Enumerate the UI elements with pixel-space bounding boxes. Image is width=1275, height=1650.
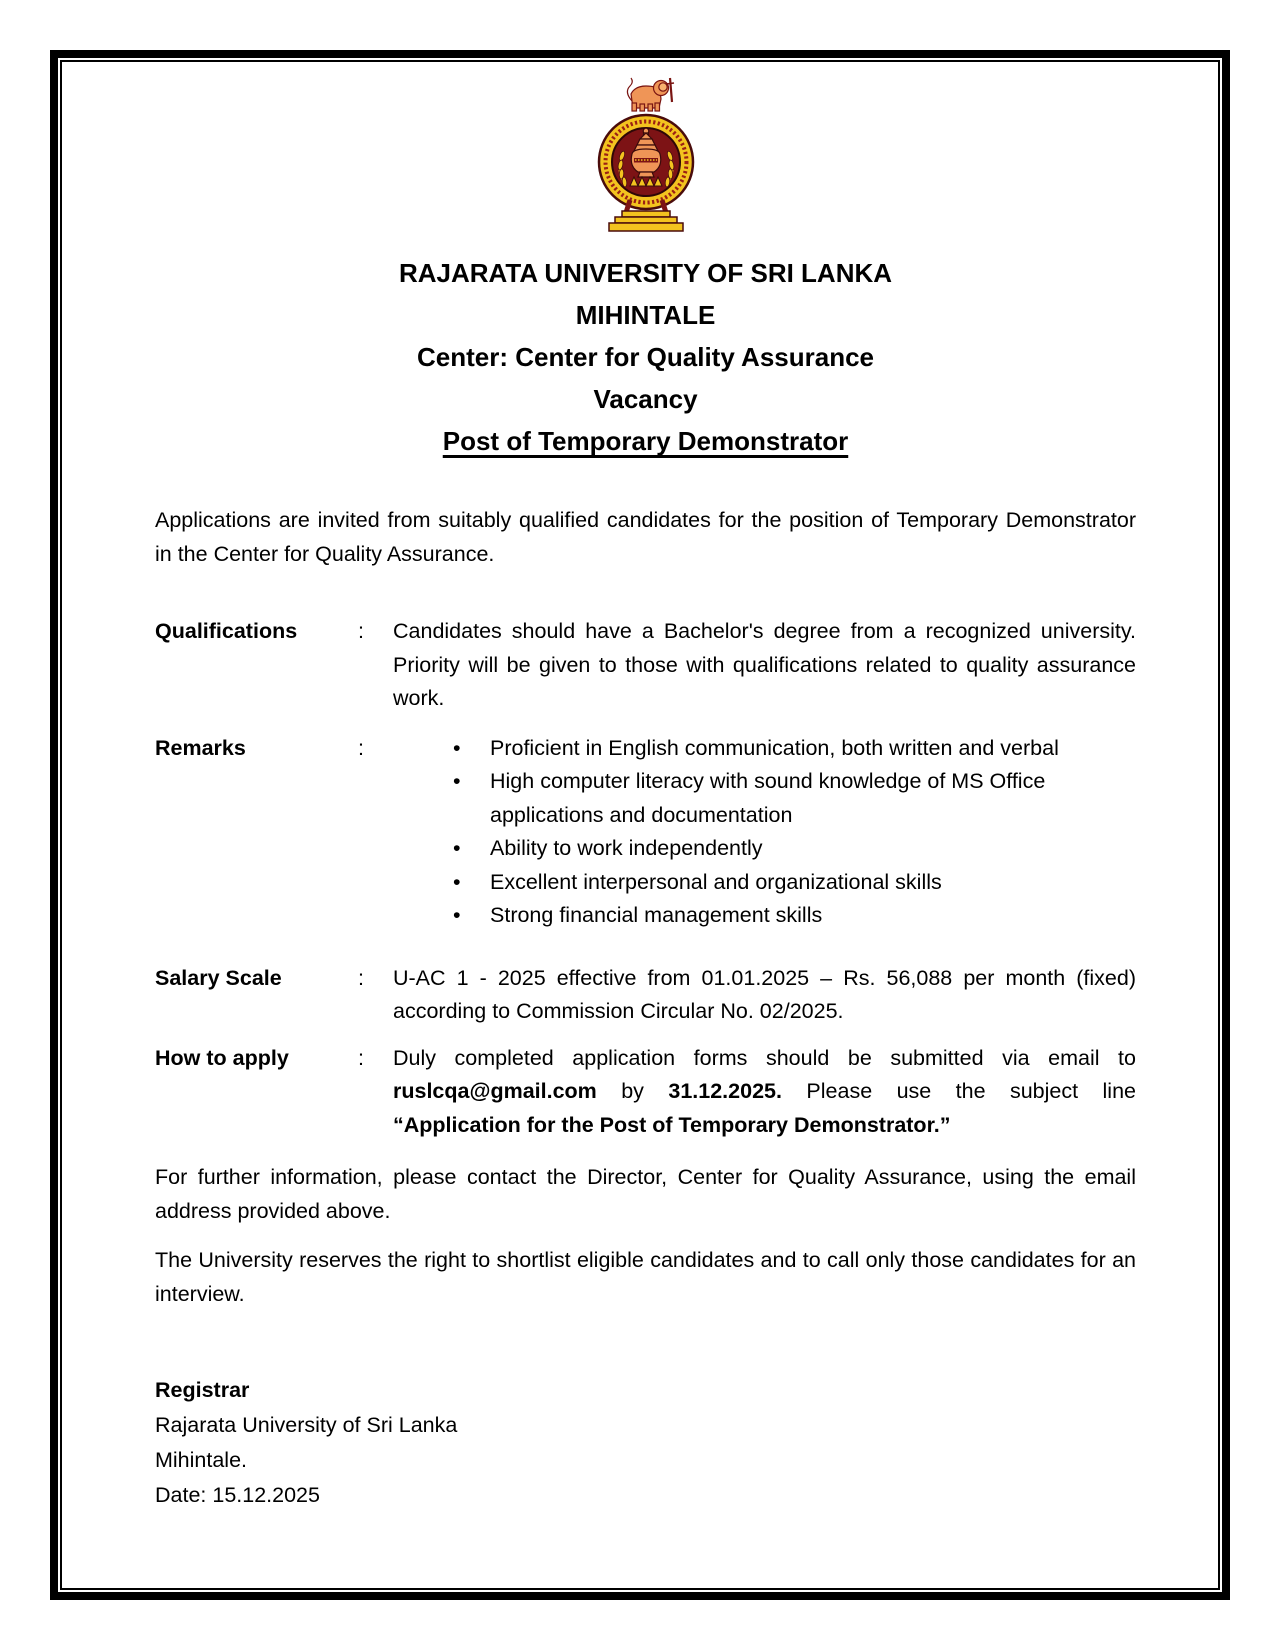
remarks-bullet-list: [393, 732, 1136, 933]
salary-scale-text: U-AC 1 - 2025 effective from 01.01.2025 – Rs. 56,088 per month (fixed) according to Commission Circular No. 02/2025.: [393, 965, 1136, 1023]
crest-lion-icon: [627, 78, 674, 111]
how-to-apply-label: How to apply: [155, 1045, 289, 1070]
salary-scale-colon: :: [358, 965, 364, 990]
how-to-apply-colon: :: [358, 1045, 364, 1070]
campus-name: MIHINTALE: [575, 300, 716, 330]
signature-date: Date: 15.12.2025: [155, 1483, 320, 1507]
qualifications-colon: :: [358, 619, 364, 643]
registrar-title: Registrar: [155, 1378, 250, 1402]
how-to-apply-text: [393, 1042, 1136, 1143]
apply-text-part1: Duly completed application forms should be submitted via email to: [393, 1045, 1136, 1070]
section-qualifications: [155, 615, 1136, 716]
center-line: Center: Center for Quality Assurance: [416, 342, 875, 372]
further-info-paragraph: For further information, please contact the Director, Center for Quality Assurance, using the email address provided above.: [155, 1165, 1136, 1223]
vacancy-label: Vacancy: [593, 384, 698, 414]
university-name: RAJARATA UNIVERSITY OF SRI LANKA: [398, 258, 893, 288]
shortlist-paragraph: The University reserves the right to shortlist eligible candidates and to call only those candidates for an interview.: [155, 1248, 1136, 1306]
qualifications-text: Candidates should have a Bachelor's degree from a recognized university. Priority will be given to those with qualifications related to quality assurance work.: [393, 619, 1136, 710]
email-address: ruslcqa@gmail.com: [393, 1079, 597, 1103]
remarks-colon: :: [358, 735, 364, 760]
remarks-bullet-item: • Proficient in English communication, both written and verbal: [393, 732, 1136, 766]
intro-paragraph: Applications are invited from suitably qualified candidates for the position of Temporary Demonstrator in the Center for Quality Assurance.: [155, 508, 1136, 566]
apply-text-part2: by: [621, 1079, 644, 1103]
remarks-bullet-item: • Strong financial management skills: [393, 899, 1136, 933]
section-salary-scale: [155, 962, 1136, 1029]
remarks-bullet-item: • Excellent interpersonal and organizational skills: [393, 866, 1136, 900]
logo-container: [155, 74, 1136, 236]
section-how-to-apply: [155, 1042, 1136, 1143]
remarks-bullet-item: • Ability to work independently: [393, 832, 1136, 866]
section-remarks: [155, 732, 1136, 933]
subject-line: “Application for the Post of Temporary Demonstrator.”: [393, 1112, 951, 1137]
apply-text-part3: Please use the subject line: [806, 1079, 1136, 1103]
signature-university: Rajarata University of Sri Lanka: [155, 1413, 458, 1437]
document-content: [155, 0, 1136, 1513]
application-deadline: 31.12.2025.: [668, 1079, 782, 1103]
post-title: Post of Temporary Demonstrator: [442, 426, 849, 456]
signature-block: [155, 1373, 1136, 1513]
remarks-bullet-item: • High computer literacy with sound knowledge of MS Office applications and documentation: [393, 765, 1136, 832]
qualifications-label: Qualifications: [155, 619, 298, 643]
salary-scale-label: Salary Scale: [155, 965, 282, 990]
signature-city: Mihintale.: [155, 1448, 248, 1472]
remarks-label: Remarks: [155, 735, 246, 760]
university-crest-logo: [582, 74, 710, 234]
